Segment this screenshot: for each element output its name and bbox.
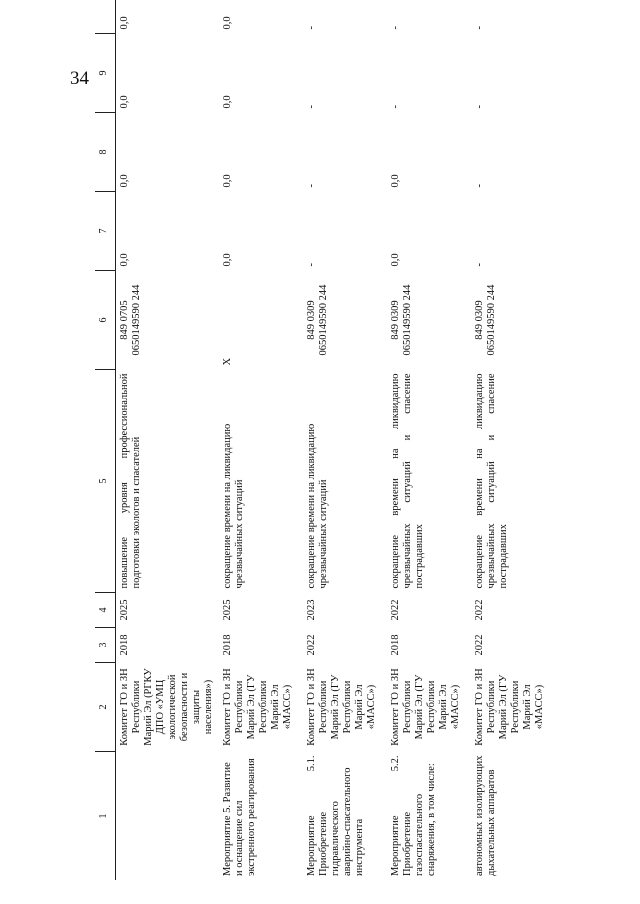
column-header: 6 <box>95 271 116 370</box>
column-header: 9 <box>95 34 116 113</box>
table-row <box>116 0 219 880</box>
value-col10: 0,0 <box>221 16 233 30</box>
value-col10: - <box>389 26 401 30</box>
column-header: 1 <box>95 752 116 881</box>
budget-code: 849 0309 0650149590 244 <box>473 284 497 356</box>
table-container <box>95 16 545 880</box>
value-col7: 0,0 <box>221 253 233 267</box>
measure-name: Мероприятие 5. Развитие и оснащение сил экстренного реагирования <box>221 758 257 876</box>
expected-result: сокращение времени на ликвидацию чрезвычайных ситуаций и спасение пострадавших <box>473 373 509 589</box>
start-year: 2018 <box>221 634 233 656</box>
executor: Комитет ГО и ЗН Республики Марий Эл (РГКУ ДПО «УМЦ экологической безопасности и защиты населения») <box>119 668 215 746</box>
value-col7: 0,0 <box>119 253 130 267</box>
expected-result: сокращение времени на ликвидацию чрезвычайных ситуаций <box>305 423 329 589</box>
end-year: 2025 <box>221 599 233 621</box>
executor: Комитет ГО и ЗН Республики Марий Эл (ГУ Республики Марий Эл «МАСС») <box>305 668 377 746</box>
column-header <box>95 0 116 34</box>
expected-result: повышение уровня профессиональной подготовки экологов и спасателей <box>119 373 143 589</box>
budget-code: 849 0309 0650149590 244 <box>389 284 413 356</box>
value-col9: - <box>305 105 317 109</box>
executor: Комитет ГО и ЗН Республики Марий Эл (ГУ Республики Марий Эл «МАСС») <box>221 668 293 746</box>
start-year: 2022 <box>305 634 317 656</box>
value-col8: 0,0 <box>389 174 401 188</box>
expected-result: сокращение времени на ликвидацию чрезвычайных ситуаций <box>221 423 245 589</box>
measure-name: Мероприятие 5.2. Приобретение газоспасательного снаряжения, в том числе: <box>389 755 437 876</box>
budget-code: 849 0705 0650149590 244 <box>119 284 143 356</box>
column-header: 4 <box>95 593 116 628</box>
end-year: 2022 <box>389 599 401 621</box>
value-col9: 0,0 <box>119 95 130 109</box>
expected-result: сокращение времени на ликвидацию чрезвычайных ситуаций и спасение пострадавших <box>389 373 425 589</box>
start-year: 2018 <box>389 634 401 656</box>
table-row <box>387 0 471 880</box>
end-year: 2025 <box>119 599 130 621</box>
value-col7: - <box>473 263 485 267</box>
value-col8: - <box>473 184 485 188</box>
measure-name: автономных изолирующих дыхательных аппаратов <box>473 755 497 876</box>
measure-name: Мероприятие 5.1. Приобретение гидравлического аварийно-спасательного инструмента <box>305 755 365 876</box>
column-header: 3 <box>95 628 116 663</box>
table-row <box>471 0 555 880</box>
value-col10: - <box>473 26 485 30</box>
budget-code: 849 0309 0650149590 244 <box>305 284 329 356</box>
start-year: 2022 <box>473 634 485 656</box>
value-col8: 0,0 <box>119 174 130 188</box>
executor: Комитет ГО и ЗН Республики Марий Эл (ГУ Республики Марий Эл «МАСС») <box>389 668 461 746</box>
table-row <box>303 0 387 880</box>
start-year: 2018 <box>119 634 130 656</box>
value-col8: 0,0 <box>221 174 233 188</box>
value-col8: - <box>305 184 317 188</box>
value-col9: 0,0 <box>221 95 233 109</box>
executor: Комитет ГО и ЗН Республики Марий Эл (ГУ Республики Марий Эл «МАСС») <box>473 668 545 746</box>
value-col7: - <box>305 263 317 267</box>
column-header: 8 <box>95 113 116 192</box>
column-number-row <box>95 0 116 880</box>
column-header: 2 <box>95 663 116 752</box>
column-header: 7 <box>95 192 116 271</box>
value-col9: - <box>389 105 401 109</box>
value-col9: - <box>473 105 485 109</box>
page-number: 34 <box>70 68 89 89</box>
program-table <box>95 0 555 880</box>
budget-code: Х <box>221 357 233 366</box>
end-year: 2023 <box>305 599 317 621</box>
value-col10: - <box>305 26 317 30</box>
value-col10: 0,0 <box>119 16 130 30</box>
table-row <box>219 0 303 880</box>
measure-name <box>116 752 219 881</box>
value-col7: 0,0 <box>389 253 401 267</box>
end-year: 2022 <box>473 599 485 621</box>
column-header: 5 <box>95 370 116 593</box>
